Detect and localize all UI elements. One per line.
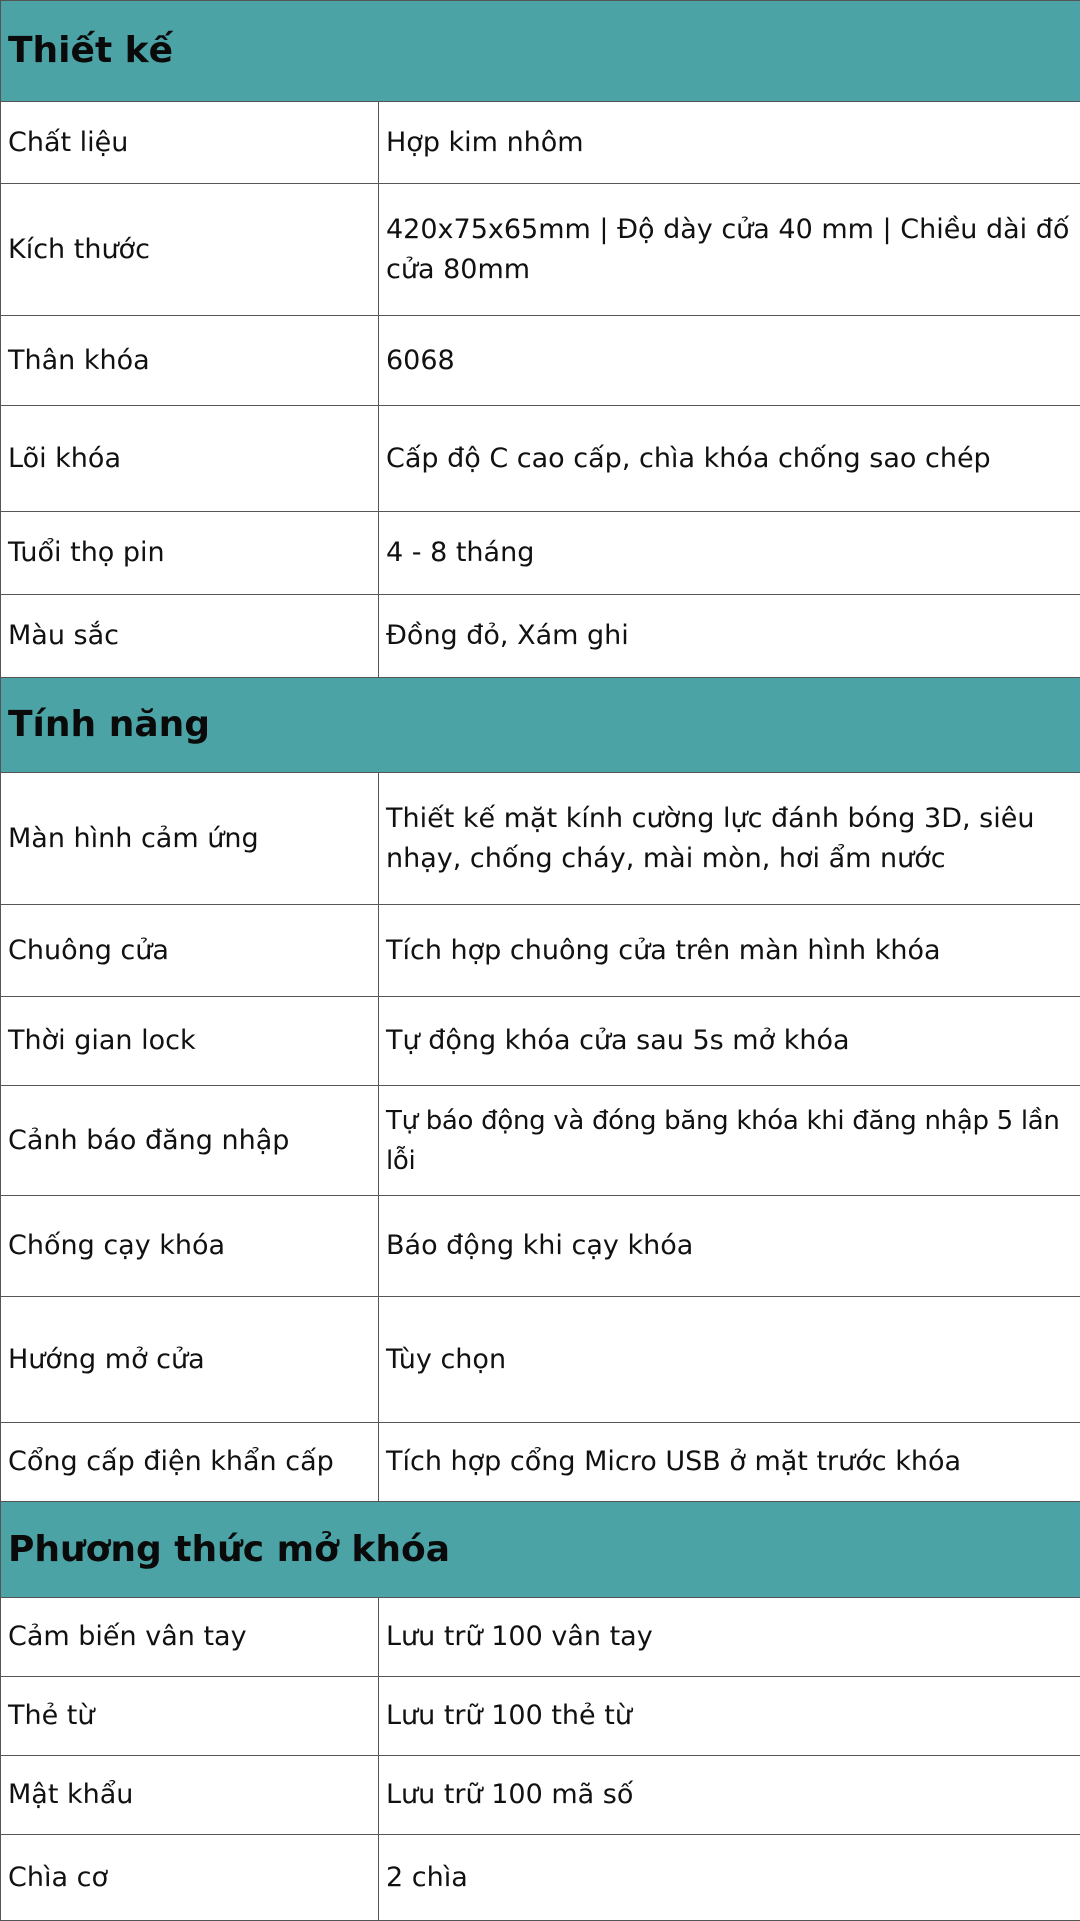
row-label: Mật khẩu: [1, 1756, 379, 1835]
row-value: Tích hợp chuông cửa trên màn hình khóa: [379, 905, 1080, 997]
table-row: [1, 184, 1080, 316]
section-header-unlock-methods: [1, 1502, 1080, 1598]
row-value: Cấp độ C cao cấp, chìa khóa chống sao chép: [379, 406, 1080, 512]
row-label: Màn hình cảm ứng: [1, 773, 379, 905]
section-title: Tính năng: [1, 678, 1080, 773]
row-label: Chất liệu: [1, 102, 379, 184]
row-label: Màu sắc: [1, 595, 379, 678]
row-label: Cảnh báo đăng nhập: [1, 1086, 379, 1196]
table-row: [1, 1423, 1080, 1502]
row-label: Lõi khóa: [1, 406, 379, 512]
row-value: Thiết kế mặt kính cường lực đánh bóng 3D, siêu nhạy, chống cháy, mài mòn, hơi ẩm nước: [379, 773, 1080, 905]
table-row: [1, 102, 1080, 184]
row-label: Chìa cơ: [1, 1835, 379, 1921]
section-title: Phương thức mở khóa: [1, 1502, 1080, 1598]
row-label: Tuổi thọ pin: [1, 512, 379, 595]
row-label: Hướng mở cửa: [1, 1297, 379, 1423]
row-label: Cổng cấp điện khẩn cấp: [1, 1423, 379, 1502]
section-title: Thiết kế: [1, 1, 1080, 102]
table-row: [1, 905, 1080, 997]
table-row: [1, 1598, 1080, 1677]
row-label: Thẻ từ: [1, 1677, 379, 1756]
table-row: [1, 1297, 1080, 1423]
table-row: [1, 1196, 1080, 1297]
table-row: [1, 316, 1080, 406]
row-value: 2 chìa: [379, 1835, 1080, 1921]
table-row: [1, 997, 1080, 1086]
table-row: [1, 1086, 1080, 1196]
row-value: Lưu trữ 100 thẻ từ: [379, 1677, 1080, 1756]
row-value: Tự động khóa cửa sau 5s mở khóa: [379, 997, 1080, 1086]
row-label: Kích thước: [1, 184, 379, 316]
row-label: Chuông cửa: [1, 905, 379, 997]
row-value: Lưu trữ 100 vân tay: [379, 1598, 1080, 1677]
row-label: Thời gian lock: [1, 997, 379, 1086]
row-value: Tự báo động và đóng băng khóa khi đăng nhập 5 lần lỗi: [379, 1086, 1080, 1196]
table-row: [1, 1677, 1080, 1756]
row-value: 4 - 8 tháng: [379, 512, 1080, 595]
table-row: [1, 1756, 1080, 1835]
row-value: Tích hợp cổng Micro USB ở mặt trước khóa: [379, 1423, 1080, 1502]
row-value: Báo động khi cạy khóa: [379, 1196, 1080, 1297]
row-value: Lưu trữ 100 mã số: [379, 1756, 1080, 1835]
row-value: Đồng đỏ, Xám ghi: [379, 595, 1080, 678]
row-value: Hợp kim nhôm: [379, 102, 1080, 184]
table-row: [1, 512, 1080, 595]
row-value: 6068: [379, 316, 1080, 406]
row-label: Thân khóa: [1, 316, 379, 406]
table-row: [1, 595, 1080, 678]
section-header-features: [1, 678, 1080, 773]
row-value: Tùy chọn: [379, 1297, 1080, 1423]
row-label: Cảm biến vân tay: [1, 1598, 379, 1677]
table-row: [1, 406, 1080, 512]
section-header-design: [1, 1, 1080, 102]
row-value: 420x75x65mm | Độ dày cửa 40 mm | Chiều dài đố cửa 80mm: [379, 184, 1080, 316]
row-label: Chống cạy khóa: [1, 1196, 379, 1297]
table-row: [1, 773, 1080, 905]
table-row: [1, 1835, 1080, 1921]
